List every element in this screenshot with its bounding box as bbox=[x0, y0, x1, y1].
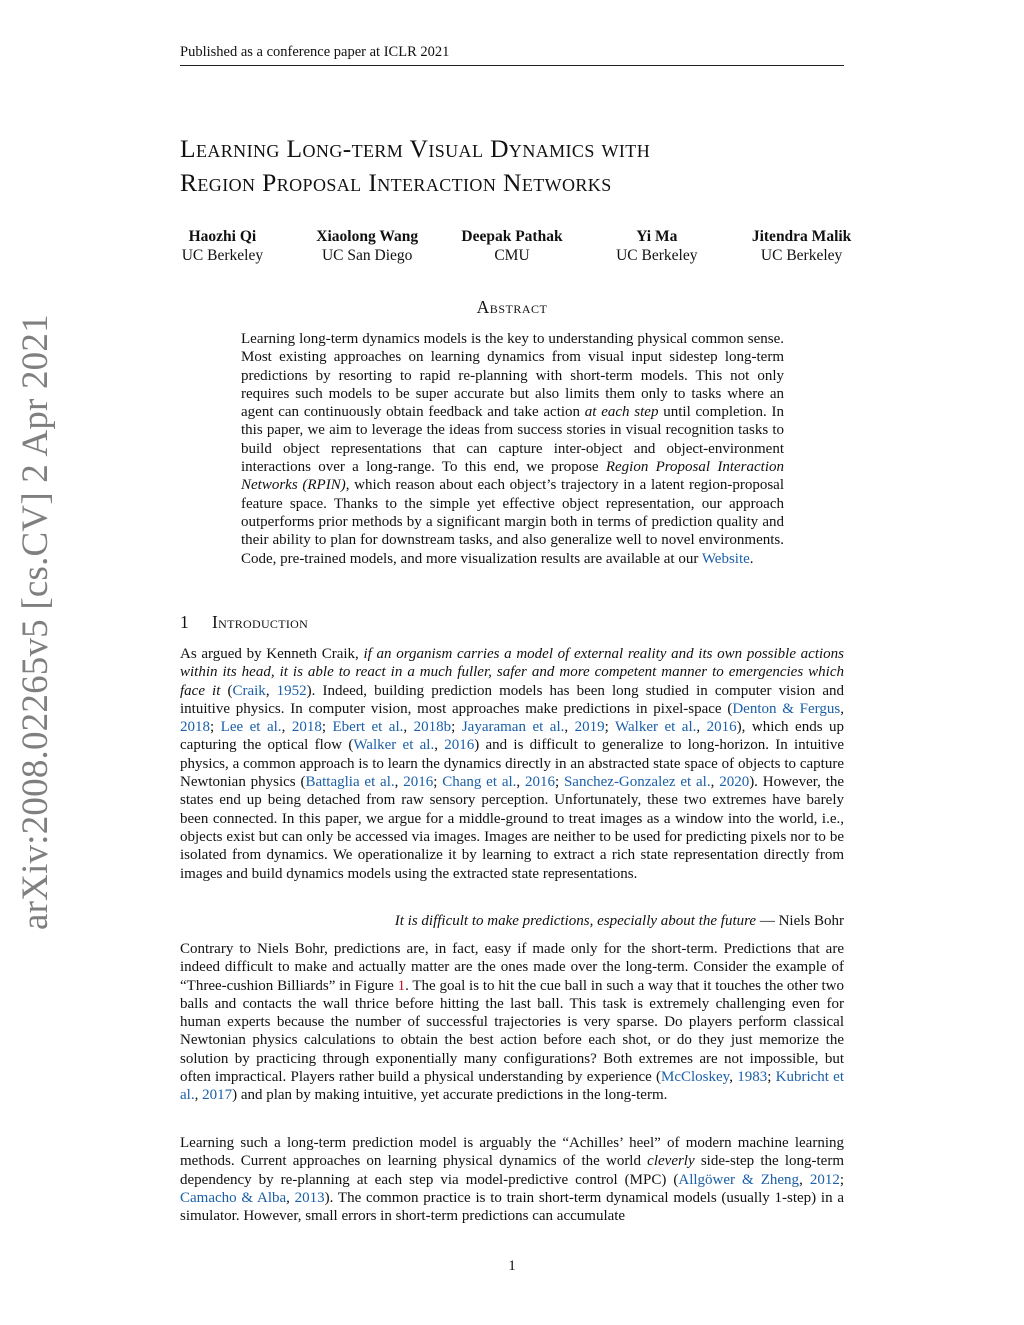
citation-link[interactable]: Ebert et al. bbox=[332, 719, 404, 736]
citation-year-link[interactable]: 2012 bbox=[809, 1171, 840, 1188]
author-block bbox=[150, 227, 295, 265]
abstract-run: Learning long-term dynamics models is the key to understanding physical common sense. Most existing approaches on learning dynamics from visual input sidestep long-term predictions by resorting to rapid re-planning with short-term models. This not only requires such models to be super accurate but also limits them only to tasks where an agent can continuously obtain feedback and take action bbox=[241, 331, 784, 421]
page-number: 1 bbox=[508, 1258, 516, 1274]
author-block bbox=[440, 227, 585, 265]
citation-link[interactable]: Craik bbox=[232, 682, 266, 699]
quote-text: It is difficult to make predictions, especially about the future bbox=[394, 913, 757, 929]
text-run: Contrary to Niels Bohr, predictions are, in fact, easy if made only for the short-term. Predictions that are indeed difficult to make and actually matter are the ones made over the long-term. Consider the example of “Three-cushion Billiards” in Figure bbox=[180, 941, 844, 994]
title-line-2: Region Proposal Interaction Networks bbox=[180, 168, 612, 197]
citation-link[interactable]: Walker et al. bbox=[353, 737, 435, 754]
emphasis: cleverly bbox=[647, 1153, 695, 1170]
author-name: Deepak Pathak bbox=[461, 228, 563, 245]
abstract-heading: Abstract bbox=[476, 297, 548, 317]
intro-paragraph-2: Contrary to Niels Bohr, predictions are, in fact, easy if made only for the short-term. Predictions that are indeed difficult to make and actually matter are the ones made over the long-term. Consider the example of “Three-cushion Billiards” in Figure 1. The goal is to hit the cue ball in such a way that it touches the other two balls and contacts the wall thrice before hitting the last ball. This task is extremely challenging even for human experts because the number of successful trajectories is very sparse. Do players perform classical Newtonian physics calculations to obtain the best action before each shot, or do they just memorize the solution by practicing through exponentially many configurations? Both extremes are not impossible, but often impractical. Players rather build a physical understanding by experience (McCloskey, 1983; Kubricht et al., 2017) and plan by making intuitive, yet accurate predictions in the long-term. bbox=[180, 941, 845, 1104]
citation-year-link[interactable]: 2016 bbox=[403, 774, 434, 791]
author-affiliation: UC Berkeley bbox=[181, 247, 264, 264]
text-run: ). Indeed, building prediction models has been long studied in computer vision and intuitive physics. In computer vision, most approaches make predictions in pixel-space ( bbox=[180, 682, 845, 717]
author-affiliation: UC San Diego bbox=[321, 247, 413, 264]
title-line-1: Learning Long-term Visual Dynamics with bbox=[180, 134, 651, 163]
intro-paragraph-1: As argued by Kenneth Craik, if an organism carries a model of external reality and its own possible actions within its head, it is able to react in a much fuller, safer and more competent manner to emergencies which face it (Craik, 1952). Indeed, building prediction models has been long studied in computer vision and intuitive physics. In computer vision, most approaches make predictions in pixel-space (Denton & Fergus, 2018; Lee et al., 2018; Ebert et al., 2018b; Jayaraman et al., 2019; Walker et al., 2016), which ends up capturing the optical flow (Walker et al., 2016) and is difficult to generalize to long-horizon. In intuitive physics, a common approach is to learn the dynamics directly in an abstracted state space of objects to capture Newtonian physics (Battaglia et al., 2016; Chang et al., 2016; Sanchez-Gonzalez et al., 2020). However, the states end up being detached from raw sensory perception. Unfortunately, these two extremes have barely been connected. In this paper, we argue for a middle-ground to treat images as a window into the world, i.e., objects exist but can only be accessed via images. Images are neither to be used for predicting pixels nor to be isolated from dynamics. We operationalize it by learning to extract a rich state representation directly from images and build dynamics models using the extracted state representations. bbox=[180, 646, 845, 882]
text-run: ). The common practice is to train short-term dynamical models (usually 1-step) in a simulator. However, small errors in short-term predictions can accumulate bbox=[180, 1189, 844, 1225]
author-name: Haozhi Qi bbox=[188, 228, 257, 245]
text-run: ) and plan by making intuitive, yet accurate predictions in the long-term. bbox=[232, 1087, 668, 1104]
citation-year-link[interactable]: 2017 bbox=[202, 1087, 233, 1104]
text-run: ) and is difficult to generalize to long-horizon. In intuitive physics, a common approach is to learn the dynamics directly in an abstracted state space of objects to capture Newtonian physics ( bbox=[180, 737, 844, 791]
citation-link[interactable]: Jayaraman et al. bbox=[461, 719, 565, 736]
citation-year-link[interactable]: 1952 bbox=[276, 682, 307, 699]
citation-year-link[interactable]: 2019 bbox=[574, 719, 605, 736]
abstract-run: . bbox=[749, 550, 754, 567]
text-run: ( bbox=[220, 682, 233, 699]
section-heading-introduction bbox=[180, 612, 308, 633]
abstract-run: until completion. In this paper, we aim to leverage the ideas from success stories in visual recognition tasks to build object representations that can capture inter-object and object-environment interactions over a long-range. To this end, we propose bbox=[241, 404, 784, 476]
citation-link[interactable]: Walker et al. bbox=[615, 719, 697, 736]
citation-year-link[interactable]: 2018 bbox=[291, 719, 322, 736]
citation-year-link[interactable]: 2016 bbox=[706, 719, 737, 736]
bohr-quote bbox=[180, 912, 844, 930]
citation-link[interactable]: Allgöwer & Zheng bbox=[678, 1171, 800, 1188]
citation-link[interactable]: Lee et al. bbox=[220, 719, 282, 736]
section-number: 1 bbox=[180, 612, 190, 632]
header-rule bbox=[180, 65, 844, 66]
abstract-emphasis: Region Proposal Interaction Networks (RPIN) bbox=[241, 459, 784, 494]
citation-year-link[interactable]: 2016 bbox=[444, 737, 475, 754]
citation-year-link[interactable]: 2013 bbox=[294, 1189, 325, 1206]
intro-paragraph-3: Learning such a long-term prediction model is arguably the “Achilles’ heel” of modern machine learning methods. Current approaches on learning physical dynamics of the world cleverly side-step the long-term dependency by re-planning at each step via model-predictive control (MPC) (Allgöwer & Zheng, 2012; Camacho & Alba, 2013). The common practice is to train short-term dynamical models (usually 1-step) in a simulator. However, small errors in short-term predictions can accumulate bbox=[180, 1135, 845, 1225]
abstract-text bbox=[241, 330, 784, 568]
running-header: Published as a conference paper at ICLR 2021 bbox=[180, 44, 450, 60]
craik-quote: if an organism carries a model of external reality and its own possible actions within its head, it is able to react in a much fuller, safer and more competent manner to emergencies which face it bbox=[180, 646, 844, 699]
citation-link[interactable]: Sanchez-Gonzalez et al. bbox=[563, 774, 711, 791]
author-block bbox=[729, 227, 874, 265]
citation-year-link[interactable]: 2020 bbox=[719, 774, 750, 791]
figure-reference-link[interactable]: 1 bbox=[397, 977, 406, 994]
text-run: As argued by Kenneth Craik, bbox=[180, 646, 364, 662]
author-block bbox=[295, 227, 440, 265]
author-block bbox=[584, 227, 729, 265]
quote-attribution: — Niels Bohr bbox=[756, 913, 844, 929]
section-title: Introduction bbox=[212, 612, 309, 632]
author-affiliation: CMU bbox=[494, 247, 530, 264]
citation-link[interactable]: Kubricht et al. bbox=[180, 1069, 845, 1104]
citation-link[interactable]: Battaglia et al. bbox=[305, 774, 395, 791]
author-name: Xiaolong Wang bbox=[316, 228, 419, 245]
text-run: ), which ends up capturing the optical flow ( bbox=[180, 719, 845, 754]
text-run: ). However, the states end up being detached from raw sensory perception. Unfortunately, these two extremes have barely been connected. In this paper, we argue for a middle-ground to treat images as a window into the world, i.e., objects exist but can only be accessed via images. Images are neither to be used for predicting pixels nor to be isolated from dynamics. We operationalize it by learning to extract a rich state representation directly from images and build dynamics models using the extracted state representations. bbox=[180, 774, 845, 882]
citation-link[interactable]: Denton & Fergus bbox=[732, 700, 841, 717]
text-run: . The goal is to hit the cue ball in such a way that it touches the other two balls and contacts the wall thrice before hitting the last ball. This task is extremely challenging even for human experts because the number of successful trajectories is very sparse. Do players perform classical Newtonian physics calculations to obtain the best action before each shot, or do they just memorize the solution by practicing through exponentially many configurations? Both extremes are not impossible, but often impractical. Players rather build a physical understanding by experience ( bbox=[180, 977, 844, 1086]
citation-link[interactable]: McCloskey bbox=[661, 1069, 730, 1086]
author-list bbox=[150, 227, 874, 265]
paper-title bbox=[180, 132, 860, 200]
text-run: Learning such a long-term prediction model is arguably the “Achilles’ heel” of modern machine learning methods. Current approaches on learning physical dynamics of the world bbox=[180, 1135, 844, 1170]
citation-year-link[interactable]: 1983 bbox=[737, 1069, 768, 1086]
author-affiliation: UC Berkeley bbox=[760, 247, 843, 264]
arxiv-identifier: arXiv:2008.02265v5 [cs.CV] 2 Apr 2021 bbox=[15, 314, 56, 930]
citation-link[interactable]: Chang et al. bbox=[442, 774, 517, 791]
author-name: Yi Ma bbox=[636, 228, 678, 245]
website-link[interactable]: Website bbox=[701, 550, 750, 567]
citation-year-link[interactable]: 2018b bbox=[413, 719, 452, 736]
text-run: side-step the long-term dependency by re-planning at each step via model-predictive control (MPC) ( bbox=[180, 1153, 844, 1188]
citation-year-link[interactable]: 2018 bbox=[180, 719, 210, 736]
citation-year-link[interactable]: 2016 bbox=[524, 774, 555, 791]
citation-link[interactable]: Camacho & Alba bbox=[180, 1189, 287, 1206]
abstract-run: , which reason about each object’s trajectory in a latent region-proposal feature space. Thanks to the simple yet effective object representation, our approach outperforms prior methods by a significant margin both in terms of prediction quality and their ability to plan for downstream tasks, and also generalize well to novel environments. Code, pre-trained models, and more visualization results are available at our bbox=[241, 477, 784, 567]
abstract-emphasis: at each step bbox=[584, 404, 659, 421]
author-affiliation: UC Berkeley bbox=[616, 247, 698, 264]
author-name: Jitendra Malik bbox=[751, 228, 852, 245]
